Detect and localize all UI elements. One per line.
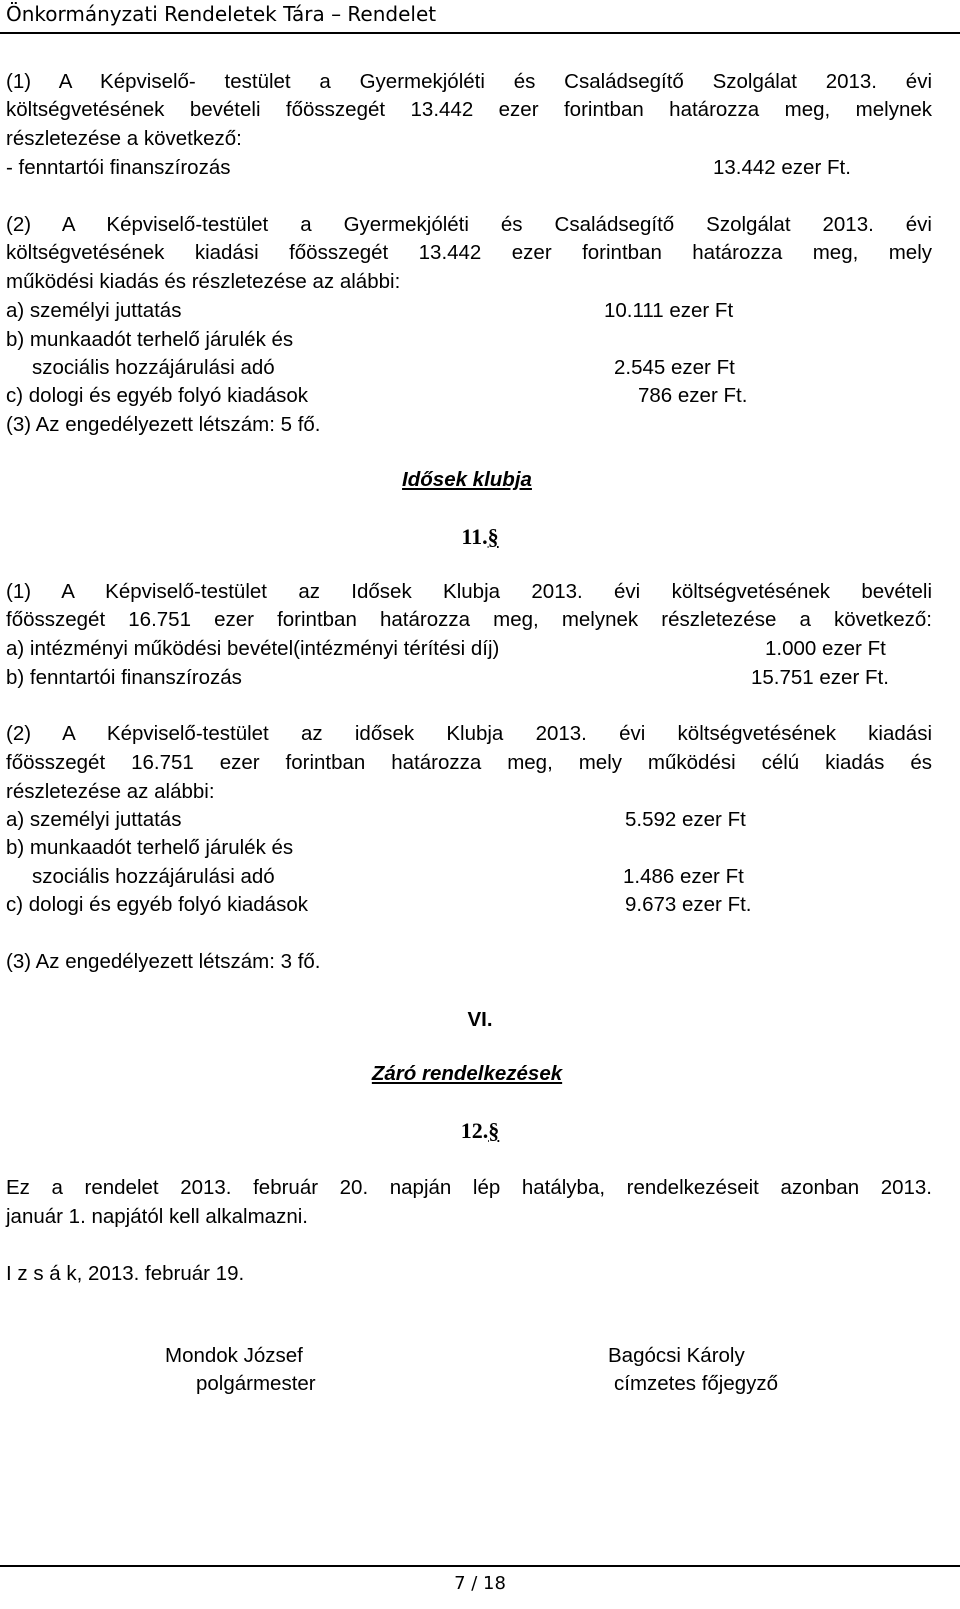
- gy-p1-item-value: 13.442 ezer Ft.: [713, 156, 851, 179]
- section-number-11: [380, 523, 580, 551]
- gy-p2-b-value: 2.545 ezer Ft: [614, 356, 735, 379]
- zaro-line2: január 1. napjától kell alkalmazni.: [6, 1205, 308, 1228]
- id-p2-line2: főösszegét 16.751 ezer forintban határozza meg, mely működési célú kiadás és: [6, 751, 932, 774]
- section-number-12: [380, 1117, 580, 1145]
- id-p3: (3) Az engedélyezett létszám: 3 fő.: [6, 950, 321, 973]
- id-p1-line2: főösszegét 16.751 ezer forintban határozza meg, melynek részletezése a következő:: [6, 608, 932, 631]
- id-p2-line3: részletezése az alábbi:: [6, 780, 215, 803]
- gy-p1-item-label: - fenntartói finanszírozás: [6, 156, 231, 179]
- id-p2-a-value: 5.592 ezer Ft: [625, 808, 746, 831]
- id-p2-c-label: c) dologi és egyéb folyó kiadások: [6, 893, 308, 916]
- id-p2-a-label: a) személyi juttatás: [6, 808, 182, 831]
- gy-p1-line2: költségvetésének bevételi főösszegét 13.442 ezer forintban határozza meg, melynek: [6, 98, 932, 121]
- gy-p2-line1: (2) A Képviselő-testület a Gyermekjóléti és Családsegítő Szolgálat 2013. évi: [6, 213, 932, 236]
- id-p1-b-label: b) fenntartói finanszírozás: [6, 666, 242, 689]
- gy-p1-line3: részletezése a következő:: [6, 127, 242, 150]
- gy-p2-a-value: 10.111 ezer Ft: [604, 299, 734, 322]
- page-header: [0, 0, 960, 34]
- section-number-11-num: 11.: [461, 524, 488, 549]
- id-p1-line1: (1) A Képviselő-testület az Idősek Klubja 2013. évi költségvetésének bevételi: [6, 580, 932, 603]
- gy-p2-b-label1: b) munkaadót terhelő járulék és: [6, 328, 294, 351]
- id-p1-a-value: 1.000 ezer Ft: [765, 637, 886, 660]
- signature-right-title: címzetes főjegyző: [614, 1372, 779, 1395]
- id-p2-line1: (2) A Képviselő-testület az idősek Klubja 2013. évi költségvetésének kiadási: [6, 722, 932, 745]
- gy-p2-line3: működési kiadás és részletezése az alábbi:: [6, 270, 401, 293]
- section-sign: §: [487, 524, 499, 549]
- zaro-line1: Ez a rendelet 2013. február 20. napján lép hatályba, rendelkezéseit azonban 2013.: [6, 1176, 932, 1199]
- id-p1-a-label: a) intézményi működési bevétel(intézményi térítési díj): [6, 637, 500, 660]
- id-p2-b-value: 1.486 ezer Ft: [623, 865, 744, 888]
- gy-p2-c-label: c) dologi és egyéb folyó kiadások: [6, 384, 308, 407]
- id-p2-b-label1: b) munkaadót terhelő járulék és: [6, 836, 294, 859]
- gy-p2-a-label: a) személyi juttatás: [6, 299, 182, 322]
- id-p1-b-value: 15.751 ezer Ft.: [751, 666, 889, 689]
- section-number-12-num: 12.: [460, 1118, 489, 1143]
- page-number: 7 / 18: [454, 1573, 506, 1594]
- gy-p2-line2: költségvetésének kiadási főösszegét 13.442 ezer forintban határozza meg, mely: [6, 241, 932, 264]
- signature-left-name: Mondok József: [165, 1344, 303, 1367]
- gy-p2-c-value: 786 ezer Ft.: [638, 384, 748, 407]
- id-p2-c-value: 9.673 ezer Ft.: [625, 893, 752, 916]
- gy-p2-b-label2: szociális hozzájárulási adó: [32, 356, 275, 379]
- gy-p3: (3) Az engedélyezett létszám: 5 fő.: [6, 413, 321, 436]
- place-date: I z s á k, 2013. február 19.: [6, 1262, 245, 1285]
- signature-left-title: polgármester: [196, 1372, 316, 1395]
- gy-p1-line1: (1) A Képviselő- testület a Gyermekjóléti és Családsegítő Szolgálat 2013. évi: [6, 70, 932, 93]
- section-sign: §: [488, 1118, 500, 1143]
- signature-right-name: Bagócsi Károly: [608, 1344, 745, 1367]
- page-footer: [0, 1565, 960, 1609]
- id-p2-b-label2: szociális hozzájárulási adó: [32, 865, 275, 888]
- section-title-idosek: Idősek klubja: [402, 468, 532, 491]
- section-title-zaro: Záró rendelkezések: [371, 1062, 563, 1085]
- header-title: Önkormányzati Rendeletek Tára – Rendelet: [6, 2, 437, 26]
- chapter-number: VI.: [467, 1008, 493, 1031]
